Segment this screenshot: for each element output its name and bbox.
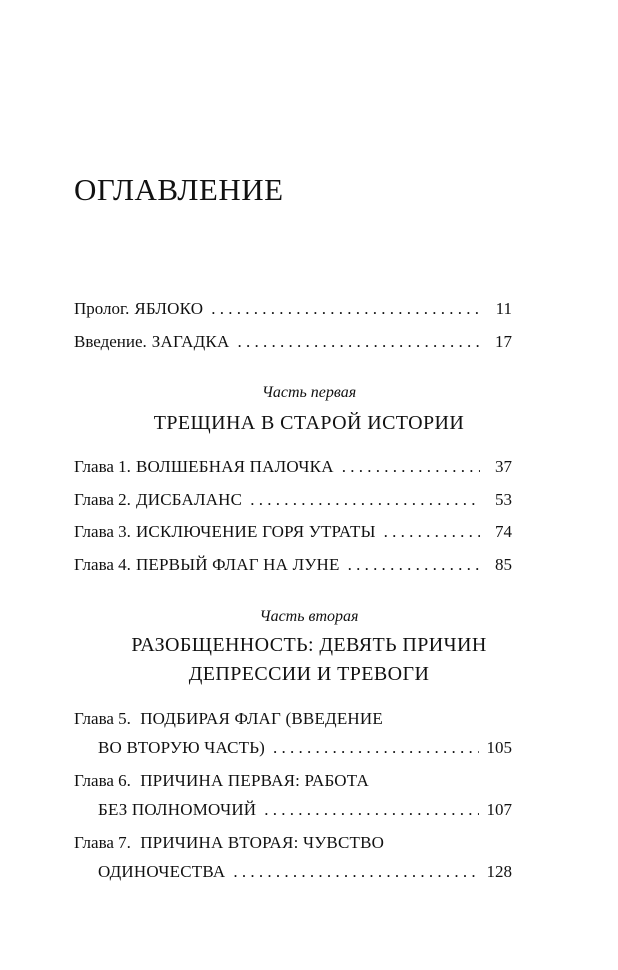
entry-title: ЯБЛОКО — [134, 299, 204, 318]
entry-page: 53 — [495, 490, 512, 509]
entry-title-continued: БЕЗ ПОЛНОМОЧИЙ — [98, 800, 257, 819]
entry-title: ПЕРВЫЙ ФЛАГ НА ЛУНЕ — [135, 555, 340, 574]
part-one-label: Часть первая — [261, 384, 357, 401]
toc-entry-prologue[interactable] — [74, 300, 512, 317]
entry-page: 11 — [495, 299, 512, 318]
dot-leader — [264, 801, 478, 818]
entry-page: 107 — [486, 800, 512, 819]
entry-title-continued: ОДИНОЧЕСТВА — [98, 862, 226, 881]
entry-prefix: Глава 7. — [74, 833, 131, 852]
entry-prefix: Глава 2. — [74, 490, 131, 509]
entry-prefix: Введение. — [74, 332, 147, 351]
entry-page: 128 — [486, 862, 512, 881]
entry-title-continued: ВО ВТОРУЮ ЧАСТЬ) — [98, 738, 266, 757]
toc-entry-chapter-5-continued[interactable] — [98, 739, 512, 756]
entry-prefix: Глава 3. — [74, 522, 131, 541]
dot-leader — [233, 863, 478, 880]
entry-prefix: Глава 4. — [74, 555, 131, 574]
part-two-title-line-2: ДЕПРЕССИИ И ТРЕВОГИ — [188, 663, 430, 685]
entry-page: 37 — [495, 457, 512, 476]
entry-title: ИСКЛЮЧЕНИЕ ГОРЯ УТРАТЫ — [135, 522, 376, 541]
toc-entry-chapter-6[interactable] — [74, 772, 512, 789]
entry-title: ПРИЧИНА ПЕРВАЯ: РАБОТА — [140, 771, 369, 790]
entry-prefix: Глава 1. — [74, 457, 131, 476]
entry-page: 17 — [495, 332, 512, 351]
toc-entry-chapter-2[interactable] — [74, 491, 512, 508]
page-title: ОГЛАВЛЕНИЕ — [74, 172, 284, 207]
entry-page: 74 — [495, 522, 512, 541]
entry-prefix: Глава 6. — [74, 771, 131, 790]
toc-entry-chapter-5[interactable] — [74, 710, 512, 727]
toc-entry-chapter-3[interactable] — [74, 523, 512, 540]
entry-title: ПРИЧИНА ВТОРАЯ: ЧУВСТВО — [140, 833, 385, 852]
part-two-title-line-1: РАЗОБЩЕННОСТЬ: ДЕВЯТЬ ПРИЧИН — [131, 634, 487, 656]
dot-leader — [384, 523, 480, 540]
entry-page: 85 — [495, 555, 512, 574]
entry-title: ЗАГАДКА — [151, 332, 230, 351]
entry-title: ВОЛШЕБНАЯ ПАЛОЧКА — [135, 457, 334, 476]
toc-entry-chapter-1[interactable] — [74, 458, 512, 475]
dot-leader — [348, 556, 480, 573]
entry-prefix: Глава 5. — [74, 709, 131, 728]
dot-leader — [211, 300, 480, 317]
toc-entry-chapter-4[interactable] — [74, 556, 512, 573]
dot-leader — [342, 458, 480, 475]
dot-leader — [250, 491, 480, 508]
part-one-title: ТРЕЩИНА В СТАРОЙ ИСТОРИИ — [153, 412, 465, 434]
entry-title: ПОДБИРАЯ ФЛАГ (ВВЕДЕНИЕ — [140, 709, 383, 728]
toc-entry-introduction[interactable] — [74, 333, 512, 350]
entry-page: 105 — [486, 738, 512, 757]
toc-entry-chapter-7[interactable] — [74, 834, 512, 851]
toc-entry-chapter-6-continued[interactable] — [98, 801, 512, 818]
dot-leader — [237, 333, 480, 350]
dot-leader — [273, 739, 478, 756]
part-two-label: Часть вторая — [259, 608, 359, 625]
entry-prefix: Пролог. — [74, 299, 130, 318]
entry-title: ДИСБАЛАНС — [135, 490, 243, 509]
toc-entry-chapter-7-continued[interactable] — [98, 863, 512, 880]
